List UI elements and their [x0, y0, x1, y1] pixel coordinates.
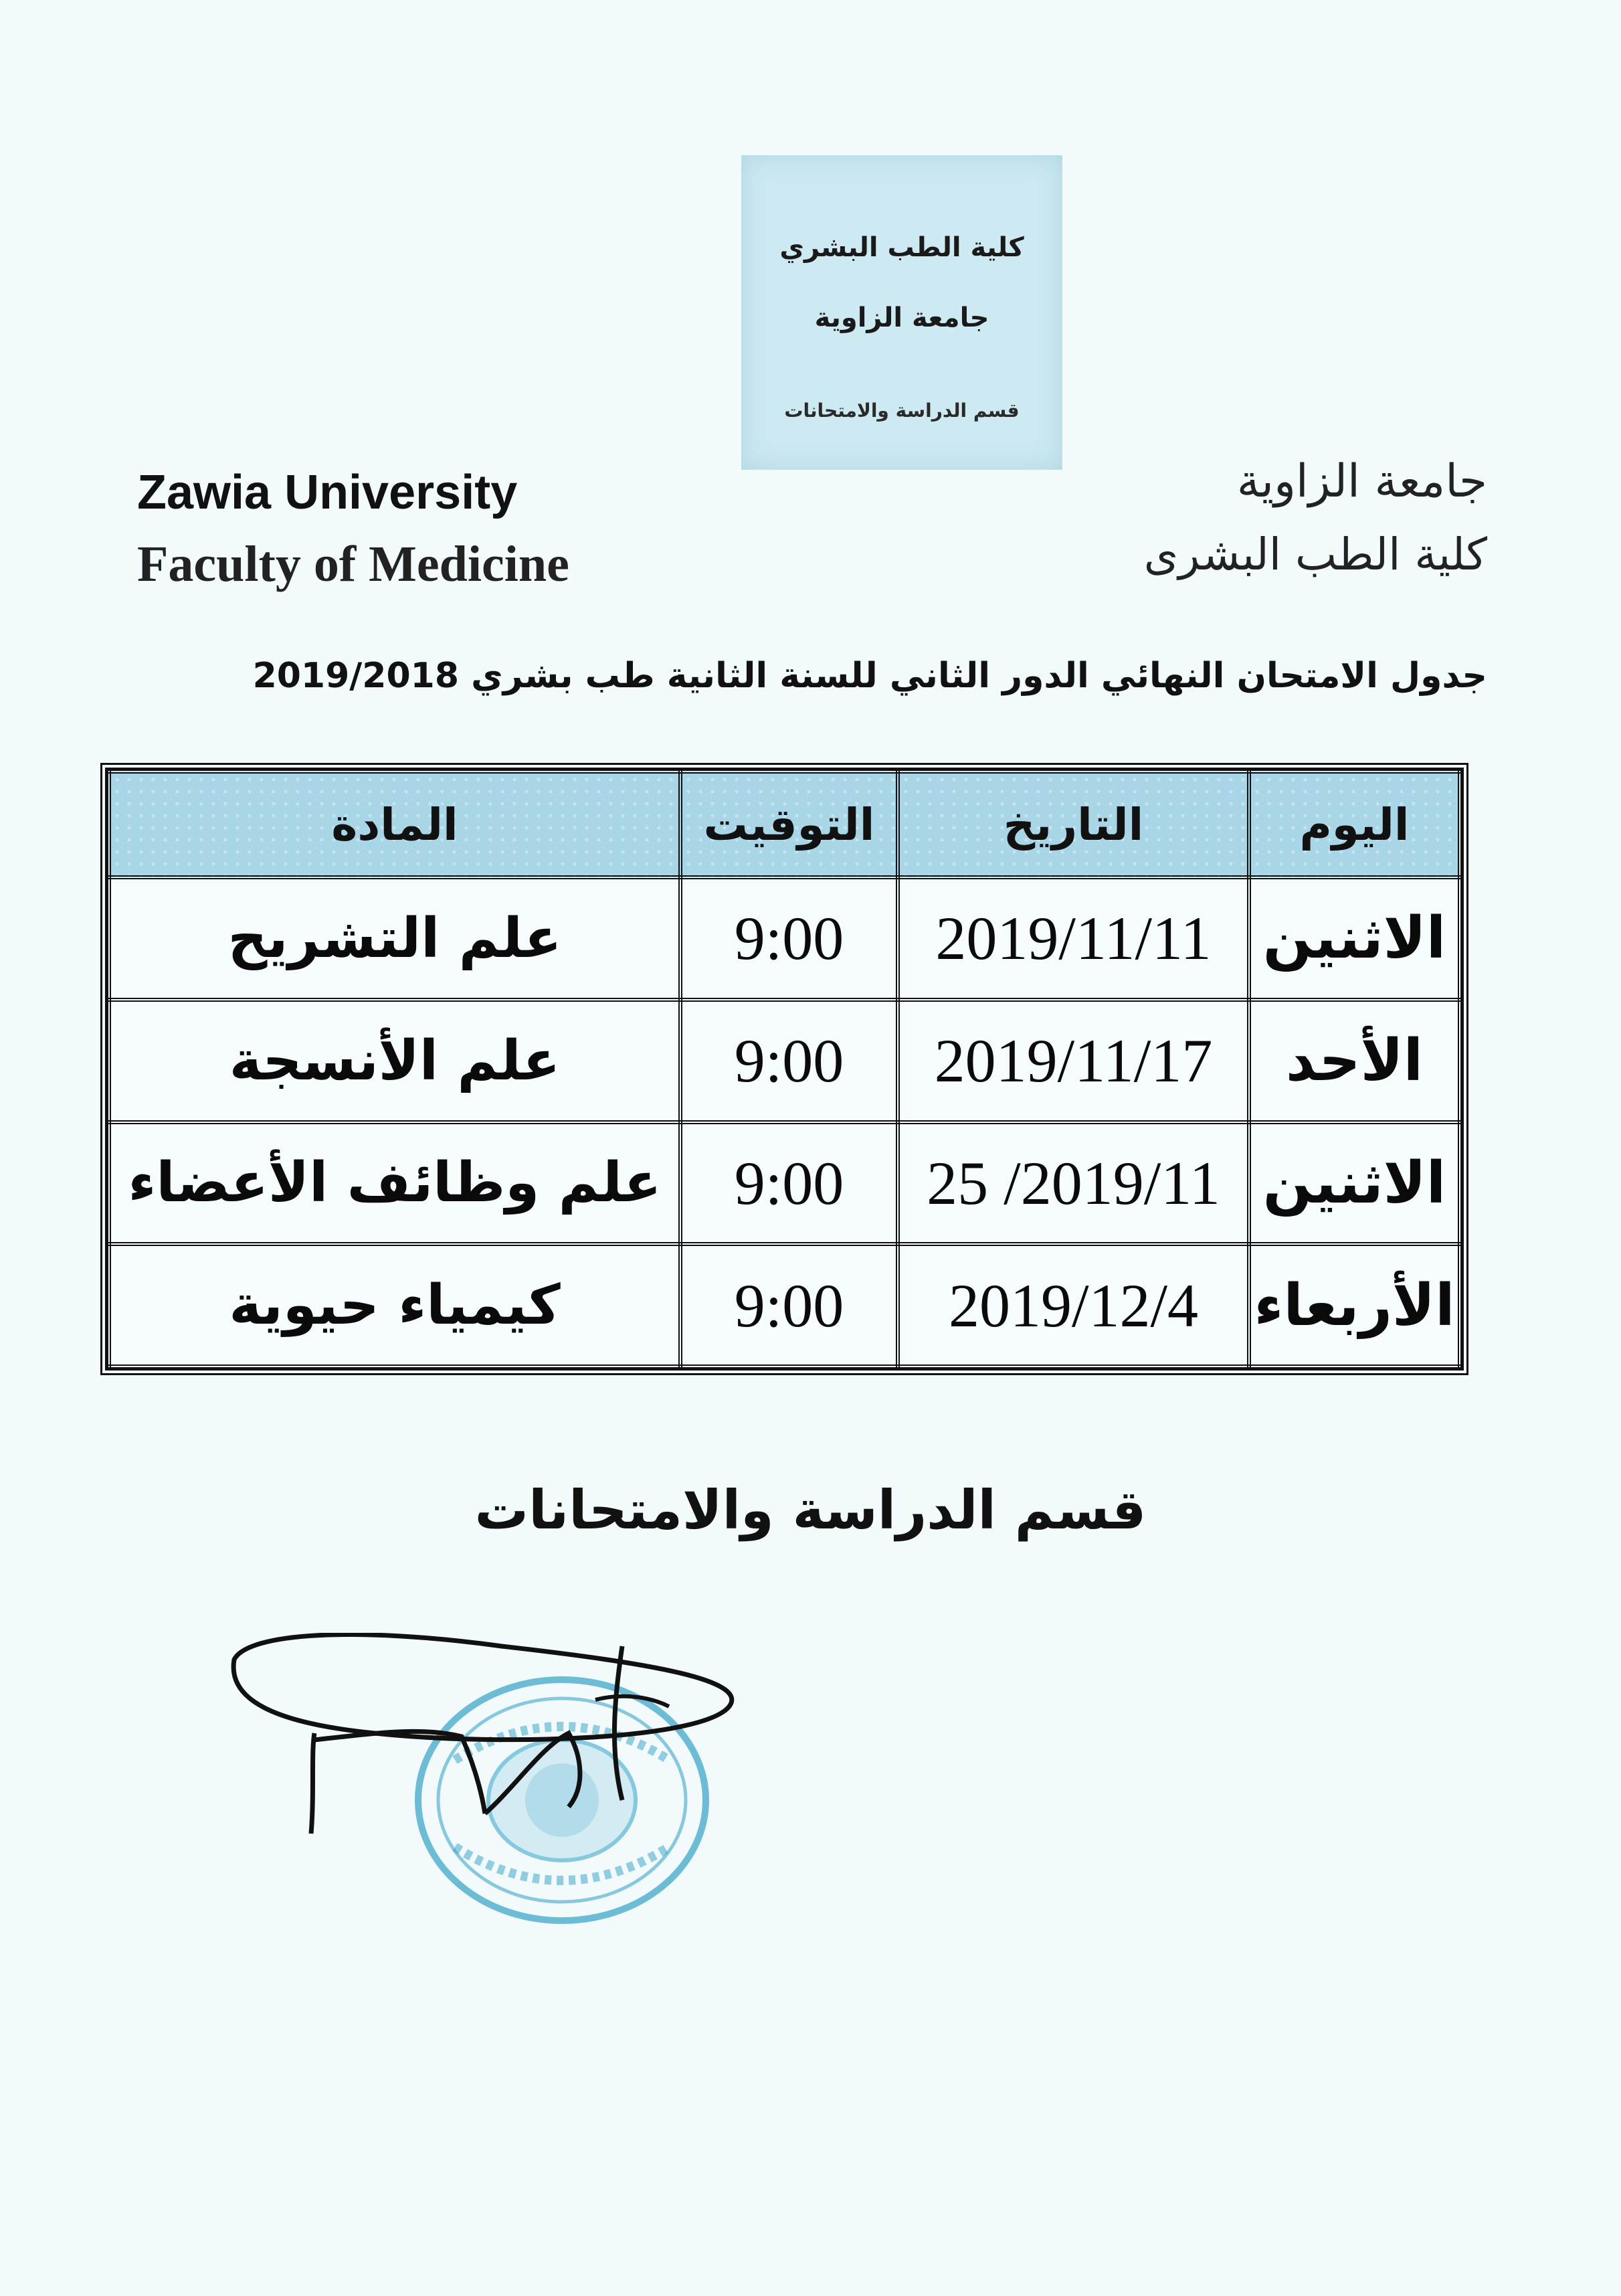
handwritten-signature: [221, 1633, 756, 1854]
cell-time: 9:00: [680, 1000, 898, 1122]
cell-date: 2019/11/ 25: [898, 1122, 1249, 1245]
cell-date: 2019/11/17: [898, 1000, 1249, 1122]
stamp-line-department: قسم الدراسة والامتحانات: [784, 400, 1020, 422]
exam-schedule-table: [107, 770, 1462, 1368]
header-date: التاريخ: [898, 772, 1249, 877]
cell-subject: علم التشريح: [109, 877, 680, 1000]
cell-date: 2019/11/11: [898, 877, 1249, 1000]
cell-subject: علم وظائف الأعضاء: [109, 1122, 680, 1245]
table-row: [109, 877, 1460, 1000]
stamp-line-university: جامعة الزاوية: [814, 302, 989, 333]
cell-time: 9:00: [680, 1244, 898, 1366]
arabic-faculty-name: كلية الطب البشرى: [1143, 529, 1487, 580]
cell-subject: علم الأنسجة: [109, 1000, 680, 1122]
header-time: التوقيت: [680, 772, 898, 877]
cell-time: 9:00: [680, 1122, 898, 1245]
cell-day: الأحد: [1249, 1000, 1460, 1122]
department-signature-label: قسم الدراسة والامتحانات: [474, 1479, 1147, 1541]
table-header-row: [109, 772, 1460, 877]
cell-subject: كيمياء حيوية: [109, 1244, 680, 1366]
table-row: [109, 1000, 1460, 1122]
cell-day: الاثنين: [1249, 1122, 1460, 1245]
cell-day: الأربعاء: [1249, 1244, 1460, 1366]
english-university-name: Zawia University: [137, 466, 518, 519]
header-subject: المادة: [109, 772, 680, 877]
stamp-line-faculty: كلية الطب البشري: [779, 232, 1024, 263]
table-row: [109, 1122, 1460, 1245]
cell-time: 9:00: [680, 877, 898, 1000]
exam-schedule-table-frame: [100, 763, 1468, 1375]
english-faculty-name: Faculty of Medicine: [137, 536, 569, 592]
table-row: [109, 1244, 1460, 1366]
cell-date: 2019/12/4: [898, 1244, 1249, 1366]
arabic-university-name: جامعة الزاوية: [1236, 455, 1487, 508]
cell-day: الاثنين: [1249, 877, 1460, 1000]
faculty-stamp-box: [741, 155, 1062, 470]
header-day: اليوم: [1249, 772, 1460, 877]
schedule-title: جدول الامتحان النهائي الدور الثاني للسنة الثانية طب بشري 2019/2018: [252, 656, 1487, 696]
